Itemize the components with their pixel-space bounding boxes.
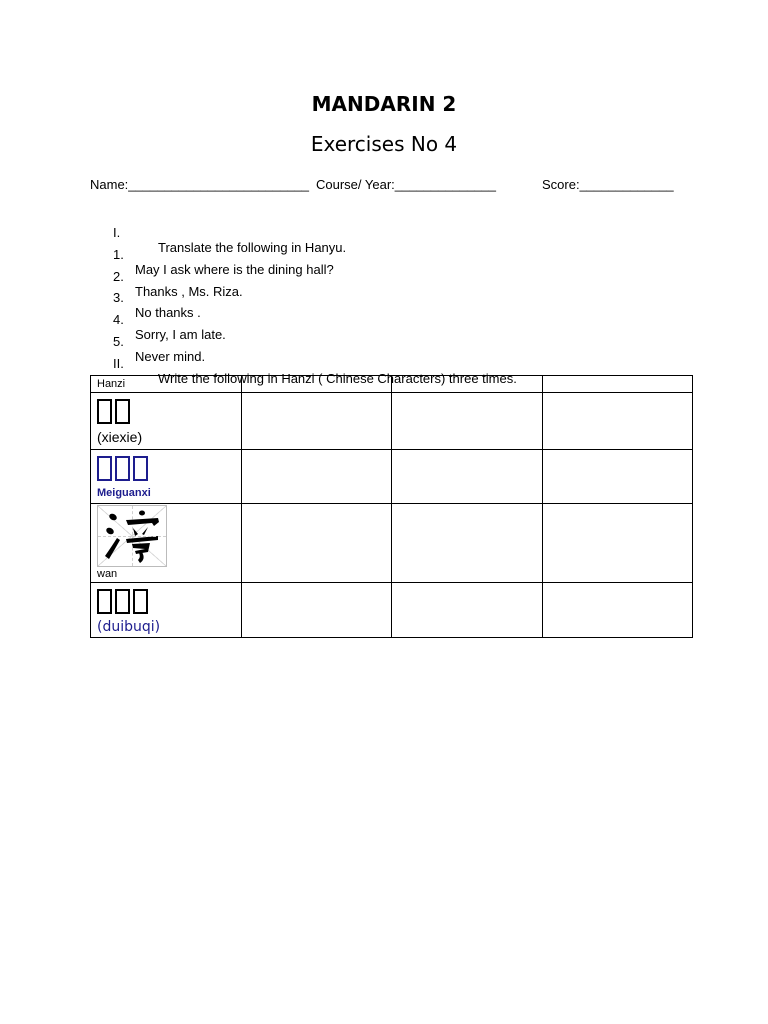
item-marker: 1. (113, 247, 124, 262)
hanzi-glyphs (97, 393, 235, 429)
hanzi-cell (91, 504, 242, 583)
item-marker: 2. (113, 269, 124, 284)
missing-glyph-icon (97, 456, 112, 481)
table-row (91, 393, 693, 450)
hanzi-practice-table (90, 375, 693, 638)
hanzi-cell (91, 393, 242, 450)
practice-cell[interactable] (392, 504, 543, 583)
missing-glyph-icon (115, 399, 130, 424)
score-field[interactable]: Score:_____________ (542, 177, 674, 192)
missing-glyph-icon (97, 589, 112, 614)
hanzi-glyphs (97, 450, 235, 486)
item-text: Sorry, I am late. (135, 327, 226, 342)
table-row (91, 504, 693, 583)
page-title: MANDARIN 2 (311, 92, 457, 116)
item-text: Thanks , Ms. Riza. (135, 284, 243, 299)
item-text: Never mind. (135, 349, 206, 364)
practice-cell[interactable] (542, 376, 693, 393)
table-header-row (91, 376, 693, 393)
pinyin-label: (duibuqi) (97, 619, 161, 635)
pinyin-label: Meiguanxi (97, 487, 151, 499)
table-row (91, 450, 693, 504)
missing-glyph-icon (97, 399, 112, 424)
practice-cell[interactable] (542, 393, 693, 450)
practice-cell[interactable] (241, 376, 392, 393)
table-header-hanzi: Hanzi (91, 376, 242, 393)
part2-marker: II. (113, 356, 124, 371)
part2-instruction: Write the following in Hanzi ( Chinese Characters) three times. (158, 371, 517, 386)
hanzi-glyphs (97, 583, 235, 619)
practice-cell[interactable] (542, 504, 693, 583)
practice-cell[interactable] (241, 583, 392, 638)
practice-cell[interactable] (392, 376, 543, 393)
missing-glyph-icon (133, 589, 148, 614)
missing-glyph-icon (115, 589, 130, 614)
table-row (91, 583, 693, 638)
practice-cell[interactable] (542, 450, 693, 504)
practice-cell[interactable] (392, 583, 543, 638)
calligraphy-character-image (97, 505, 167, 567)
pinyin-label: (xiexie) (97, 429, 143, 445)
part1-marker: I. (113, 225, 121, 240)
item-text: No thanks . (135, 305, 201, 320)
hanzi-cell (91, 583, 242, 638)
item-text: May I ask where is the dining hall? (135, 262, 334, 277)
missing-glyph-icon (115, 456, 130, 481)
practice-cell[interactable] (241, 504, 392, 583)
practice-cell[interactable] (241, 450, 392, 504)
item-marker: 3. (113, 290, 124, 305)
part1-instruction: Translate the following in Hanyu. (158, 240, 347, 255)
item-marker: 4. (113, 312, 124, 327)
course-year-field[interactable]: Course/ Year:______________ (316, 177, 496, 192)
name-field[interactable]: Name:_________________________ (90, 177, 310, 192)
pinyin-label: wan (97, 568, 118, 580)
hanzi-cell (91, 450, 242, 504)
practice-cell[interactable] (392, 450, 543, 504)
practice-cell[interactable] (392, 393, 543, 450)
item-marker: 5. (113, 334, 124, 349)
missing-glyph-icon (133, 456, 148, 481)
page-subtitle: Exercises No 4 (310, 132, 458, 156)
practice-cell[interactable] (241, 393, 392, 450)
practice-cell[interactable] (542, 583, 693, 638)
